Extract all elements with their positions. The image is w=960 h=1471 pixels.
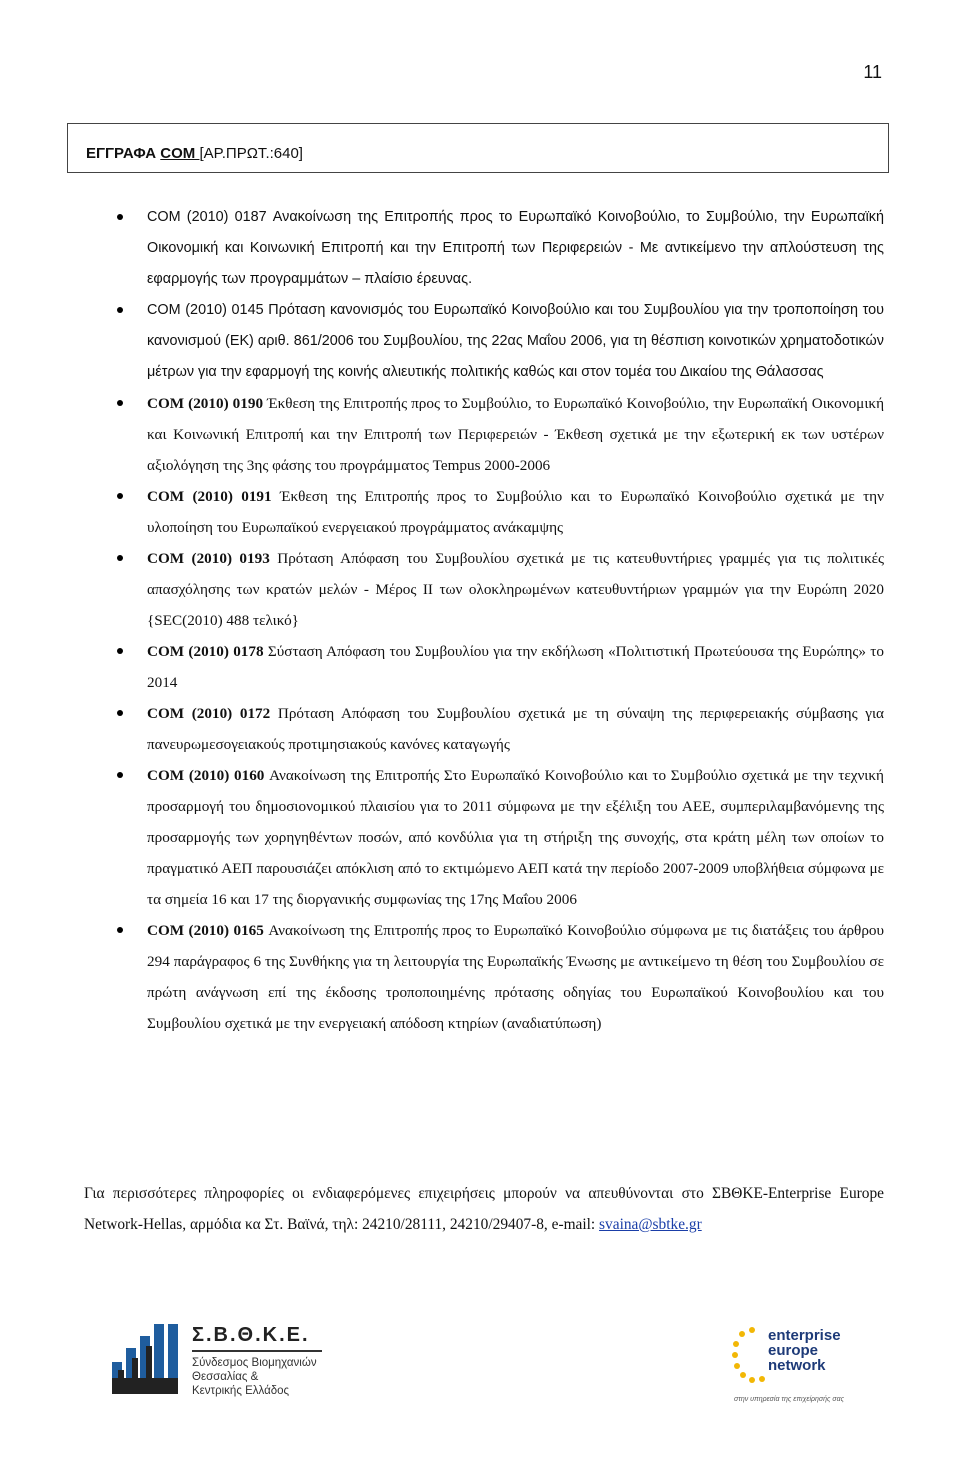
list-item (147, 202, 884, 295)
list-item (147, 915, 884, 1039)
page-number: 11 (863, 62, 882, 82)
email-link[interactable]: svaina@sbtke.gr (599, 1216, 702, 1233)
title-main-underlined: COM (160, 145, 200, 162)
een-wordmark (768, 1328, 841, 1373)
list-item (147, 636, 884, 698)
sbtke-subtitle-1: Σύνδεσμος Βιομηχανιών (192, 1357, 317, 1369)
doc-code: COM (2010) 0145 (147, 302, 264, 318)
doc-code: COM (2010) 0190 (147, 395, 264, 412)
doc-code: COM (2010) 0160 (147, 767, 265, 784)
een-logo (732, 1318, 872, 1408)
list-item (147, 295, 884, 388)
list-item (147, 760, 884, 915)
een-word-network: network (768, 1357, 826, 1374)
doc-code: COM (2010) 0165 (147, 922, 264, 939)
een-tagline: στην υπηρεσία της επιχείρησής σας (734, 1396, 844, 1403)
doc-description: Έκθεση της Επιτροπής προς το Συμβούλιο, το Ευρωπαϊκό Κοινοβούλιο, την Ευρωπαϊκή Οικονομική και Κοινωνική Επιτροπή και την Επιτροπή των Περιφερειών - Έκθεση σχετικά με την εξωτερική εκ των υστέρων αξιολόγηση της 3ης φάσης του προγράμματος Tempus 2000-2006 (147, 395, 885, 474)
doc-code: COM (2010) 0191 (147, 488, 272, 505)
list-item (147, 481, 884, 543)
doc-description: Έκθεση της Επιτροπής προς το Συμβούλιο και το Ευρωπαϊκό Κοινοβούλιο σχετικά με την υλοποίηση του Ευρωπαϊκού ενεργειακού προγράμματος ανάκαμψης (147, 488, 884, 536)
contact-text: Για περισσότερες πληροφορίες οι ενδιαφερόμενες επιχειρήσεις μπορούν να απευθύνονται στο ΣΒΘΚΕ-Enterprise Europe Network-Hellas, αρμόδια κα Στ. Βαϊνά, τηλ: 24210/28111, 24210/29407-8, e-mail: (84, 1185, 884, 1233)
contact-paragraph (84, 1178, 884, 1240)
doc-description: Πρόταση κανονισμός του Ευρωπαϊκό Κοινοβούλιο και του Συμβουλίου για την τροποποίηση του κανονισμού (ΕΚ) αριθ. 861/2006 του Συμβουλίου, της 22ας Μαΐου 2006, για τη θέσπιση κοινοτικών χρηματοδοτικών μέτρων για την εφαρμογή της κοινής αλιευτικής πολιτικής καθώς και στον τομέα του Δικαίου της Θάλασσας (147, 302, 884, 380)
een-word-europe: europe (768, 1342, 819, 1359)
doc-code: COM (2010) 0178 (147, 643, 264, 660)
doc-description: Ανακοίνωση της Επιτροπής προς το Ευρωπαϊκό Κοινοβούλιο, το Συμβούλιο, την Ευρωπαϊκή Οικονομική και Κοινωνική Επιτροπή και την Επιτροπή των Περιφερειών - Με αντικείμενο την απλούστευση της εφαρμογής των προγραμμάτων – πλαίσιο έρευνας. (147, 209, 884, 287)
doc-description: Ανακοίνωση της Επιτροπής Στο Ευρωπαϊκό Κοινοβούλιο και το Συμβούλιο σχετικά με την τεχνική προσαρμογή του δημοσιονομικού πλαισίου για το 2011 σύμφωνα με την εξέλιξη του ΑΕΕ, συμπεριλαμβανόμενης της προσαρμογής των χορηγηθέντων ποσών, από κονδύλια για τη στήριξη της συνοχής, στα κράτη μέλη των οποίων το πραγματικό ΑΕΠ παρουσιάζει απόκλιση από το εκτιμώμενο ΑΕΠ κατά την περίοδο 2007-2009 υποβλήθεια σύμφωνα με τα σημεία 16 και 17 της διοργανικής συμφωνίας της 17ης Μαΐου 2006 (147, 767, 884, 908)
section-title-box (67, 123, 889, 173)
sbtke-subtitle-2: Θεσσαλίας & (192, 1371, 259, 1383)
doc-description: Πρόταση Απόφαση του Συμβουλίου σχετικά με τη σύναψη της περιφερειακής σύμβασης για πανευρωμεσογειακούς προτιμησιακούς κανόνες καταγωγής (147, 705, 884, 753)
document-list (147, 202, 884, 1039)
title-protocol-number: [ΑΡ.ΠΡΩΤ.:640] (199, 145, 303, 162)
list-item (147, 543, 884, 636)
doc-description: Σύσταση Απόφαση του Συμβουλίου για την εκδήλωση «Πολιτιστική Πρωτεύουσα της Ευρώπης» το 2014 (147, 643, 885, 691)
een-word-enterprise: enterprise (768, 1327, 841, 1344)
sbtke-divider (192, 1350, 322, 1352)
doc-code: COM (2010) 0172 (147, 705, 271, 722)
doc-description: Πρόταση Απόφαση του Συμβουλίου σχετικά με τις κατευθυντήριες γραμμές για τις πολιτικές απασχόλησης των κρατών μελών - Μέρος II των ολοκληρωμένων κατευθυντήριων γραμμών για την Ευρώπη 2020 {SEC(2010) 488 τελικό} (147, 550, 885, 629)
list-item (147, 698, 884, 760)
doc-description: Ανακοίνωση της Επιτροπής προς το Ευρωπαϊκό Κοινοβούλιο σύμφωνα με τις διατάξεις του άρθρου 294 παράγραφος 6 της Συνθήκης για τη λειτουργία της Ευρωπαϊκής Ένωσης με αντικείμενο τη θέση του Συμβουλίου σε πρώτη ανάγνωση επί της έκδοσης τροποποιημένης πρότασης οδηγίας του Ευρωπαϊκού Κοινοβουλίου και του Συμβουλίου σχετικά με την ενεργειακή απόδοση κτηρίων (αναδιατύπωση) (147, 922, 885, 1032)
title-main: ΕΓΓΡΑΦΑ (86, 145, 161, 162)
doc-code: COM (2010) 0187 (147, 209, 267, 225)
een-stars-icon (732, 1324, 772, 1386)
list-item (147, 388, 884, 481)
sbtke-name: Σ.Β.Θ.Κ.Ε. (192, 1324, 310, 1346)
sbtke-factory-icon (108, 1318, 186, 1398)
sbtke-subtitle-3: Κεντρικής Ελλάδος (192, 1385, 290, 1397)
doc-code: COM (2010) 0193 (147, 550, 270, 567)
sbtke-logo (108, 1318, 318, 1398)
